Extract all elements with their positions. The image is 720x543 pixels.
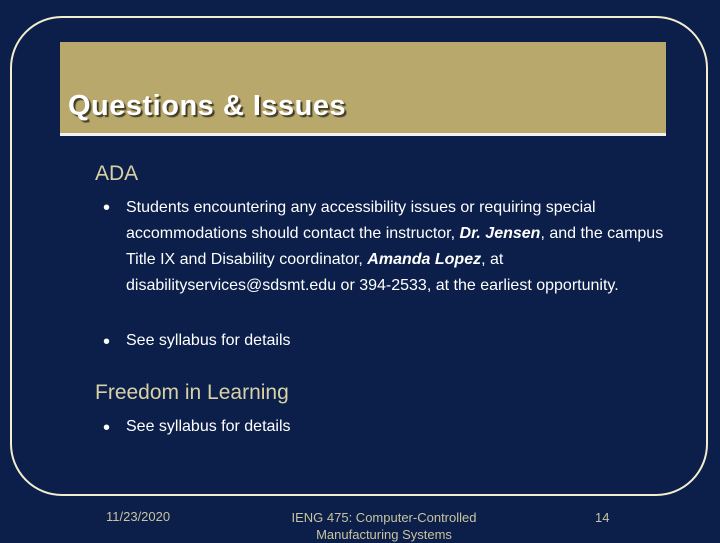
slide-title: Questions & Issues xyxy=(68,90,347,122)
section-heading-ada: ADA xyxy=(95,162,139,185)
ada-accommodations-item xyxy=(126,195,671,299)
footer-course: IENG 475: Computer-Controlled Manufacturing Systems xyxy=(291,510,477,542)
footer-page-number: 14 xyxy=(595,510,610,525)
coordinator-name: Amanda Lopez xyxy=(367,251,482,268)
bullet-icon: • xyxy=(103,331,111,353)
instructor-name: Dr. Jensen xyxy=(459,225,541,242)
title-divider xyxy=(60,133,666,136)
ada-text-part: Students encountering any accessibility issues or requiring special accommodations should contact the instructor, xyxy=(126,199,596,242)
ada-syllabus-item: See syllabus for details xyxy=(126,332,291,349)
section-heading-freedom: Freedom in Learning xyxy=(95,381,289,404)
bullet-icon: • xyxy=(103,417,111,439)
ada-text-part: , and the campus Title IX and Disability coordinator, xyxy=(126,225,664,268)
ada-text-part: , at disabilityservices@sdsmt.edu or 394-2533, at the earliest opportunity. xyxy=(126,251,619,294)
bullet-icon: • xyxy=(103,197,111,219)
freedom-syllabus-item: See syllabus for details xyxy=(126,418,291,435)
footer-date: 11/23/2020 xyxy=(106,509,171,524)
